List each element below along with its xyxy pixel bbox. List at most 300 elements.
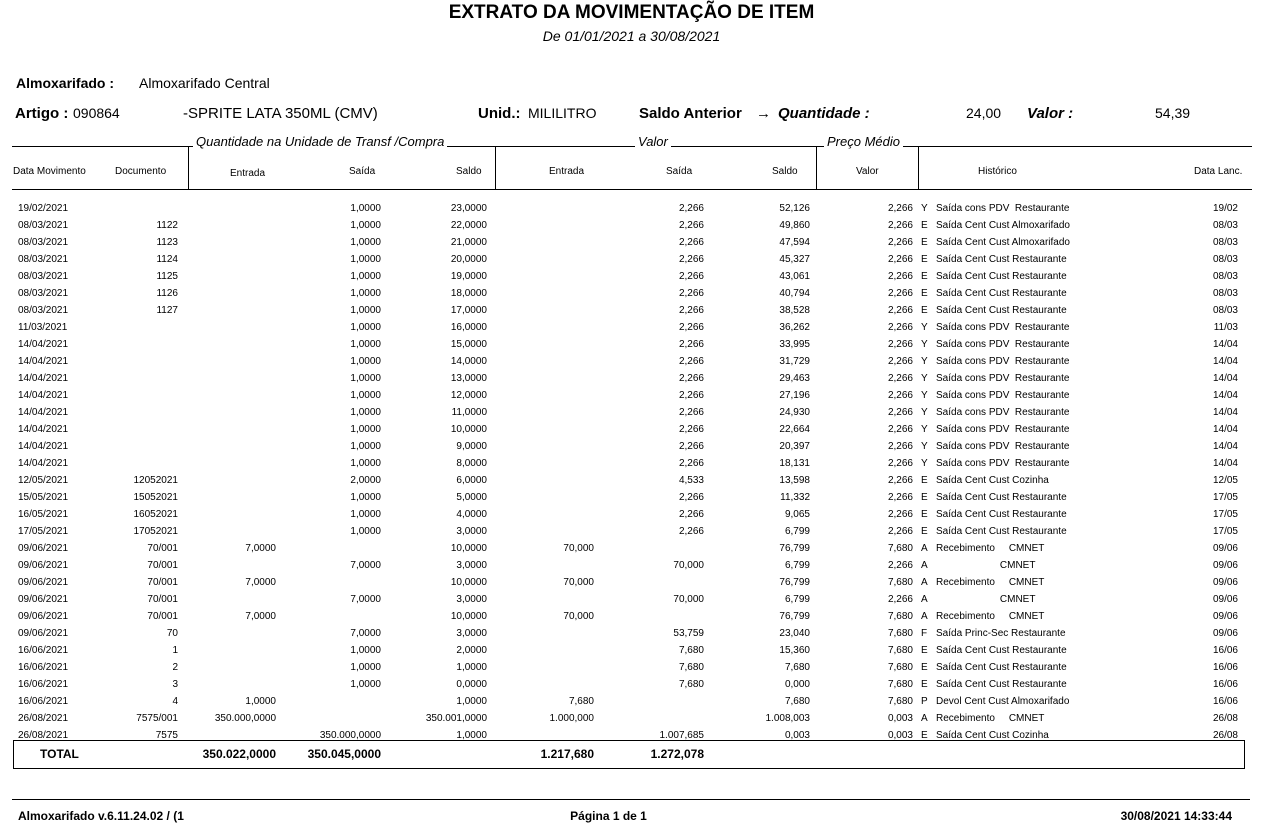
group-valor: Valor [635,134,671,149]
cell-v-saida: 53,759 [673,628,704,639]
cell-q-entrada: 7,0000 [245,611,276,622]
footer-version: Almoxarifado v.6.11.24.02 / (1 [18,809,184,823]
cell-q-saldo: 10,0000 [450,577,487,588]
cell-q-saldo: 3,0000 [456,594,487,605]
cell-tipo: Y [921,322,928,333]
cell-v-entrada: 7,680 [568,696,594,707]
cell-v-saldo: 31,729 [779,356,810,367]
cell-preco-valor: 2,266 [887,475,913,486]
cell-documento: 17052021 [133,526,178,537]
cell-historico: Saída Cent Cust Restaurante [936,492,1067,503]
cell-data-lanc: 17/05 [1212,492,1238,503]
cell-data-lanc: 09/06 [1212,611,1238,622]
cell-documento: 70/001 [147,594,178,605]
cell-q-saldo: 3,0000 [456,526,487,537]
footer-page: Página 1 de 1 [570,809,647,823]
cell-tipo: A [921,713,928,724]
cell-q-saida: 1,0000 [350,237,381,248]
cell-q-saida: 1,0000 [350,645,381,656]
table-row [0,373,1263,390]
cell-tipo: E [921,254,928,265]
cell-data-lanc: 09/06 [1212,543,1238,554]
cell-data: 14/04/2021 [18,407,69,418]
cell-v-saida: 2,266 [678,254,704,265]
cell-data-lanc: 14/04 [1212,424,1238,435]
cell-v-saldo: 7,680 [784,662,810,673]
cell-tipo: E [921,730,928,741]
cell-q-saldo: 13,0000 [450,373,487,384]
cell-data-lanc: 09/06 [1212,577,1238,588]
cell-v-saldo: 52,126 [779,203,810,214]
cell-q-saida: 2,0000 [350,475,381,486]
table-row [0,526,1263,543]
cell-v-saida: 2,266 [678,356,704,367]
cell-historico: Recebimento CMNET [936,577,1045,588]
cell-data: 08/03/2021 [18,254,69,265]
cell-data: 11/03/2021 [18,322,68,333]
cell-v-saldo: 49,860 [779,220,810,231]
cell-v-saldo: 0,003 [784,730,810,741]
cell-q-saida: 1,0000 [350,662,381,673]
cell-data: 14/04/2021 [18,441,69,452]
cell-q-saldo: 19,0000 [450,271,487,282]
cell-data: 16/06/2021 [18,679,69,690]
cell-historico: Saída Cent Cust Cozinha [936,730,1049,741]
col-divider [918,146,919,189]
cell-preco-valor: 2,266 [887,458,913,469]
cell-historico: Saída cons PDV Restaurante [936,424,1070,435]
cell-data: 16/06/2021 [18,645,69,656]
cell-data: 09/06/2021 [18,594,69,605]
table-row [0,509,1263,526]
table-row [0,339,1263,356]
cell-v-saldo: 76,799 [779,611,810,622]
cell-v-saldo: 40,794 [779,288,810,299]
cell-data-lanc: 14/04 [1212,441,1238,452]
cell-historico: Saída cons PDV Restaurante [936,390,1070,401]
cell-v-entrada: 70,000 [563,611,594,622]
total-q-saida: 350.045,0000 [307,747,381,761]
cell-data-lanc: 17/05 [1212,509,1238,520]
cell-preco-valor: 2,266 [887,356,913,367]
cell-v-saida: 2,266 [678,526,704,537]
cell-v-saida: 2,266 [678,203,704,214]
cell-q-saldo: 12,0000 [450,390,487,401]
cell-q-saldo: 3,0000 [456,628,487,639]
cell-preco-valor: 2,266 [887,220,913,231]
cell-q-saldo: 16,0000 [450,322,487,333]
cell-historico: Saída Cent Cust Restaurante [936,305,1067,316]
cell-q-saldo: 20,0000 [450,254,487,265]
cell-historico: Saída cons PDV Restaurante [936,203,1070,214]
cell-q-entrada: 1,0000 [245,696,276,707]
cell-historico: Saída Cent Cust Almoxarifado [936,237,1070,248]
table-row [0,696,1263,713]
cell-data-lanc: 16/06 [1212,679,1238,690]
cell-tipo: E [921,662,928,673]
cell-v-saldo: 27,196 [779,390,810,401]
cell-data: 08/03/2021 [18,271,69,282]
cell-q-saldo: 1,0000 [456,696,487,707]
cell-documento: 7575 [155,730,178,741]
table-row [0,475,1263,492]
cell-v-entrada: 70,000 [563,543,594,554]
cell-q-saldo: 1,0000 [456,730,487,741]
artigo-code: 090864 [73,105,120,121]
cell-data: 16/05/2021 [18,509,69,520]
cell-data-lanc: 08/03 [1212,220,1238,231]
cell-q-saida: 1,0000 [350,424,381,435]
table-row [0,407,1263,424]
footer-datetime: 30/08/2021 14:33:44 [1120,809,1232,823]
cell-data: 08/03/2021 [18,305,69,316]
cell-data-lanc: 14/04 [1212,339,1238,350]
cell-data: 14/04/2021 [18,373,69,384]
cell-historico: Saída Cent Cust Restaurante [936,509,1067,520]
cell-data-lanc: 14/04 [1212,390,1238,401]
cell-v-saida: 2,266 [678,458,704,469]
col-divider [188,146,189,189]
cell-historico: Saída cons PDV Restaurante [936,322,1070,333]
cell-historico: Saída cons PDV Restaurante [936,441,1070,452]
cell-q-saldo: 11,0000 [451,407,487,418]
cell-preco-valor: 2,266 [887,492,913,503]
cell-preco-valor: 7,680 [887,662,913,673]
cell-v-saldo: 43,061 [779,271,810,282]
cell-tipo: A [921,560,928,571]
cell-data: 12/05/2021 [18,475,69,486]
cell-tipo: E [921,271,928,282]
cell-documento: 1123 [156,237,178,248]
artigo-label: Artigo : [15,105,69,122]
table-row [0,645,1263,662]
cell-tipo: Y [921,458,928,469]
col-header-q-entrada: Entrada [230,168,266,179]
cell-v-saida: 2,266 [678,271,704,282]
cell-q-entrada: 7,0000 [245,577,276,588]
cell-documento: 2 [172,662,178,673]
cell-tipo: P [921,696,928,707]
header-bottom-line [12,189,1252,190]
cell-documento: 1126 [156,288,178,299]
cell-preco-valor: 2,266 [887,373,913,384]
cell-q-saida: 1,0000 [350,458,381,469]
cell-preco-valor: 2,266 [887,407,913,418]
cell-v-saldo: 0,000 [784,679,810,690]
cell-preco-valor: 2,266 [887,254,913,265]
cell-preco-valor: 2,266 [887,526,913,537]
col-header-v-saldo: Saldo [772,166,798,177]
cell-v-saida: 2,266 [678,305,704,316]
total-label: TOTAL [40,747,79,761]
cell-q-saida: 1,0000 [350,288,381,299]
col-header-v-saida: Saída [666,166,693,177]
table-row [0,458,1263,475]
cell-q-saldo: 17,0000 [450,305,487,316]
cell-v-saida: 7,680 [678,679,704,690]
group-quantidade: Quantidade na Unidade de Transf /Compra [193,134,447,149]
cell-data: 09/06/2021 [18,628,69,639]
cell-preco-valor: 2,266 [887,322,913,333]
cell-historico: Recebimento CMNET [936,543,1045,554]
cell-data-lanc: 14/04 [1212,407,1238,418]
cell-v-saida: 2,266 [678,509,704,520]
cell-q-saida: 1,0000 [350,220,381,231]
cell-q-saida: 350.000,0000 [319,730,381,741]
cell-q-saida: 1,0000 [350,373,381,384]
table-row [0,288,1263,305]
unid-label: Unid.: [478,105,521,122]
total-q-entrada: 350.022,0000 [202,747,276,761]
cell-v-saida: 2,266 [678,492,704,503]
cell-preco-valor: 2,266 [887,288,913,299]
cell-data: 17/05/2021 [18,526,69,537]
cell-v-saldo: 7,680 [784,696,810,707]
cell-data: 26/08/2021 [18,713,69,724]
cell-historico: Saída cons PDV Restaurante [936,373,1070,384]
artigo-description: -SPRITE LATA 350ML (CMV) [183,105,378,122]
cell-preco-valor: 2,266 [887,390,913,401]
cell-q-saldo: 4,0000 [456,509,487,520]
cell-q-saldo: 14,0000 [450,356,487,367]
cell-data-lanc: 16/06 [1212,696,1238,707]
cell-v-saida: 70,000 [673,560,704,571]
cell-data: 08/03/2021 [18,220,69,231]
col-divider [495,146,496,189]
cell-q-saldo: 10,0000 [450,424,487,435]
cell-data-lanc: 08/03 [1212,288,1238,299]
table-row [0,560,1263,577]
cell-q-saida: 1,0000 [350,339,381,350]
cell-v-saldo: 47,594 [779,237,810,248]
cell-data-lanc: 14/04 [1212,356,1238,367]
cell-v-entrada: 70,000 [563,577,594,588]
cell-data: 16/06/2021 [18,696,69,707]
cell-q-saldo: 6,0000 [456,475,487,486]
footer-line [12,799,1250,800]
cell-q-saida: 1,0000 [350,441,381,452]
cell-data-lanc: 09/06 [1212,560,1238,571]
cell-tipo: A [921,594,928,605]
quantidade-value: 24,00 [966,105,1002,121]
cell-tipo: E [921,679,928,690]
total-v-entrada: 1.217,680 [540,747,594,761]
cell-q-saldo: 23,0000 [450,203,487,214]
col-divider [816,146,817,189]
cell-q-saida: 1,0000 [350,407,381,418]
cell-documento: 70 [166,628,178,639]
cell-q-saldo: 10,0000 [450,543,487,554]
cell-historico: CMNET [936,594,1036,605]
cell-preco-valor: 0,003 [887,730,913,741]
cell-data-lanc: 16/06 [1212,662,1238,673]
cell-tipo: Y [921,441,928,452]
cell-v-saldo: 15,360 [779,645,810,656]
cell-q-saida: 1,0000 [350,526,381,537]
cell-v-saldo: 6,799 [784,594,810,605]
cell-tipo: F [921,628,928,639]
cell-q-entrada: 7,0000 [245,543,276,554]
cell-q-saida: 1,0000 [350,271,381,282]
cell-q-saldo: 8,0000 [456,458,487,469]
cell-historico: Saída Cent Cust Restaurante [936,271,1067,282]
cell-q-saida: 7,0000 [350,628,381,639]
cell-v-saldo: 76,799 [779,543,810,554]
cell-data: 16/06/2021 [18,662,69,673]
cell-documento: 1125 [156,271,178,282]
cell-historico: Saída Cent Cust Restaurante [936,662,1067,673]
cell-v-saida: 2,266 [678,373,704,384]
cell-historico: Recebimento CMNET [936,713,1045,724]
cell-tipo: Y [921,356,928,367]
cell-q-saida: 1,0000 [350,322,381,333]
table-row [0,679,1263,696]
cell-historico: Saída Cent Cust Restaurante [936,645,1067,656]
cell-preco-valor: 7,680 [887,577,913,588]
table-row [0,390,1263,407]
cell-v-saida: 2,266 [678,322,704,333]
cell-v-saldo: 6,799 [784,560,810,571]
cell-q-saldo: 21,0000 [450,237,487,248]
cell-data-lanc: 14/04 [1212,458,1238,469]
cell-v-saida: 4,533 [678,475,704,486]
cell-historico: Saída Cent Cust Almoxarifado [936,220,1070,231]
cell-q-saldo: 0,0000 [456,679,487,690]
cell-data-lanc: 14/04 [1212,373,1238,384]
col-header-data: Data Movimento [13,166,86,177]
cell-data-lanc: 08/03 [1212,271,1238,282]
cell-data: 15/05/2021 [18,492,69,503]
cell-v-saldo: 13,598 [779,475,810,486]
cell-v-saida: 2,266 [678,237,704,248]
cell-historico: Saída Cent Cust Restaurante [936,679,1067,690]
cell-v-saldo: 18,131 [779,458,810,469]
col-header-q-saida: Saída [349,166,376,177]
cell-v-saldo: 1.008,003 [765,713,810,724]
cell-v-saida: 70,000 [673,594,704,605]
table-row [0,356,1263,373]
cell-data-lanc: 09/06 [1212,594,1238,605]
cell-v-saldo: 6,799 [784,526,810,537]
table-row [0,492,1263,509]
table-row [0,441,1263,458]
cell-documento: 7575/001 [136,713,178,724]
cell-data: 08/03/2021 [18,237,69,248]
cell-tipo: E [921,305,928,316]
cell-preco-valor: 2,266 [887,441,913,452]
cell-v-saldo: 11,332 [780,492,810,503]
col-header-data-lanc: Data Lanc. [1194,166,1243,177]
cell-documento: 70/001 [147,611,178,622]
cell-q-saldo: 3,0000 [456,560,487,571]
cell-tipo: A [921,543,928,554]
cell-data: 26/08/2021 [18,730,69,741]
cell-q-saida: 1,0000 [350,679,381,690]
cell-v-saida: 2,266 [678,288,704,299]
cell-v-saida: 2,266 [678,339,704,350]
cell-historico: Recebimento CMNET [936,611,1045,622]
cell-data-lanc: 09/06 [1212,628,1238,639]
cell-tipo: Y [921,339,928,350]
group-line-left [12,146,188,147]
cell-data: 08/03/2021 [18,288,69,299]
cell-data: 09/06/2021 [18,543,69,554]
cell-tipo: E [921,237,928,248]
cell-q-saida: 7,0000 [350,560,381,571]
cell-v-saldo: 9,065 [784,509,810,520]
cell-v-entrada: 1.000,000 [549,713,594,724]
cell-v-saida: 2,266 [678,424,704,435]
cell-preco-valor: 2,266 [887,271,913,282]
cell-historico: Saída Cent Cust Cozinha [936,475,1049,486]
almox-label: Almoxarifado : [16,75,115,91]
cell-data: 14/04/2021 [18,458,69,469]
cell-v-saida: 7,680 [678,645,704,656]
cell-data-lanc: 16/06 [1212,645,1238,656]
cell-q-saldo: 350.001,0000 [425,713,487,724]
cell-tipo: E [921,288,928,299]
cell-historico: Saída Cent Cust Restaurante [936,254,1067,265]
cell-documento: 1124 [156,254,178,265]
arrow-right-icon: → [756,105,771,122]
cell-historico: Saída cons PDV Restaurante [936,356,1070,367]
cell-data-lanc: 26/08 [1212,730,1238,741]
cell-tipo: Y [921,424,928,435]
cell-tipo: Y [921,390,928,401]
cell-data: 09/06/2021 [18,611,69,622]
valor-label: Valor : [1027,105,1074,122]
cell-q-saldo: 9,0000 [456,441,487,452]
cell-documento: 1127 [156,305,178,316]
table-row [0,203,1263,220]
cell-preco-valor: 7,680 [887,645,913,656]
cell-historico: Saída Cent Cust Restaurante [936,288,1067,299]
cell-tipo: E [921,475,928,486]
cell-v-saldo: 22,664 [779,424,810,435]
cell-q-saldo: 15,0000 [450,339,487,350]
cell-tipo: Y [921,373,928,384]
total-v-saida: 1.272,078 [650,747,704,761]
cell-preco-valor: 2,266 [887,203,913,214]
cell-data: 14/04/2021 [18,390,69,401]
col-header-v-entrada: Entrada [549,166,585,177]
cell-historico: Saída Cent Cust Restaurante [936,526,1067,537]
cell-v-saida: 2,266 [678,407,704,418]
cell-documento: 15052021 [133,492,178,503]
report-title: EXTRATO DA MOVIMENTAÇÃO DE ITEM [448,2,815,23]
cell-v-saldo: 23,040 [779,628,810,639]
cell-preco-valor: 7,680 [887,628,913,639]
cell-preco-valor: 2,266 [887,594,913,605]
cell-documento: 12052021 [133,475,178,486]
cell-documento: 16052021 [133,509,178,520]
cell-documento: 1 [172,645,178,656]
cell-preco-valor: 7,680 [887,611,913,622]
cell-historico: Saída cons PDV Restaurante [936,339,1070,350]
cell-tipo: E [921,526,928,537]
cell-preco-valor: 7,680 [887,696,913,707]
cell-q-saldo: 2,0000 [456,645,487,656]
cell-v-saida: 2,266 [678,441,704,452]
cell-q-saldo: 10,0000 [450,611,487,622]
cell-preco-valor: 7,680 [887,543,913,554]
cell-data: 19/02/2021 [18,203,69,214]
col-header-documento: Documento [115,166,167,177]
cell-q-saida: 1,0000 [350,254,381,265]
cell-q-saida: 1,0000 [350,203,381,214]
cell-tipo: E [921,509,928,520]
table-row [0,237,1263,254]
